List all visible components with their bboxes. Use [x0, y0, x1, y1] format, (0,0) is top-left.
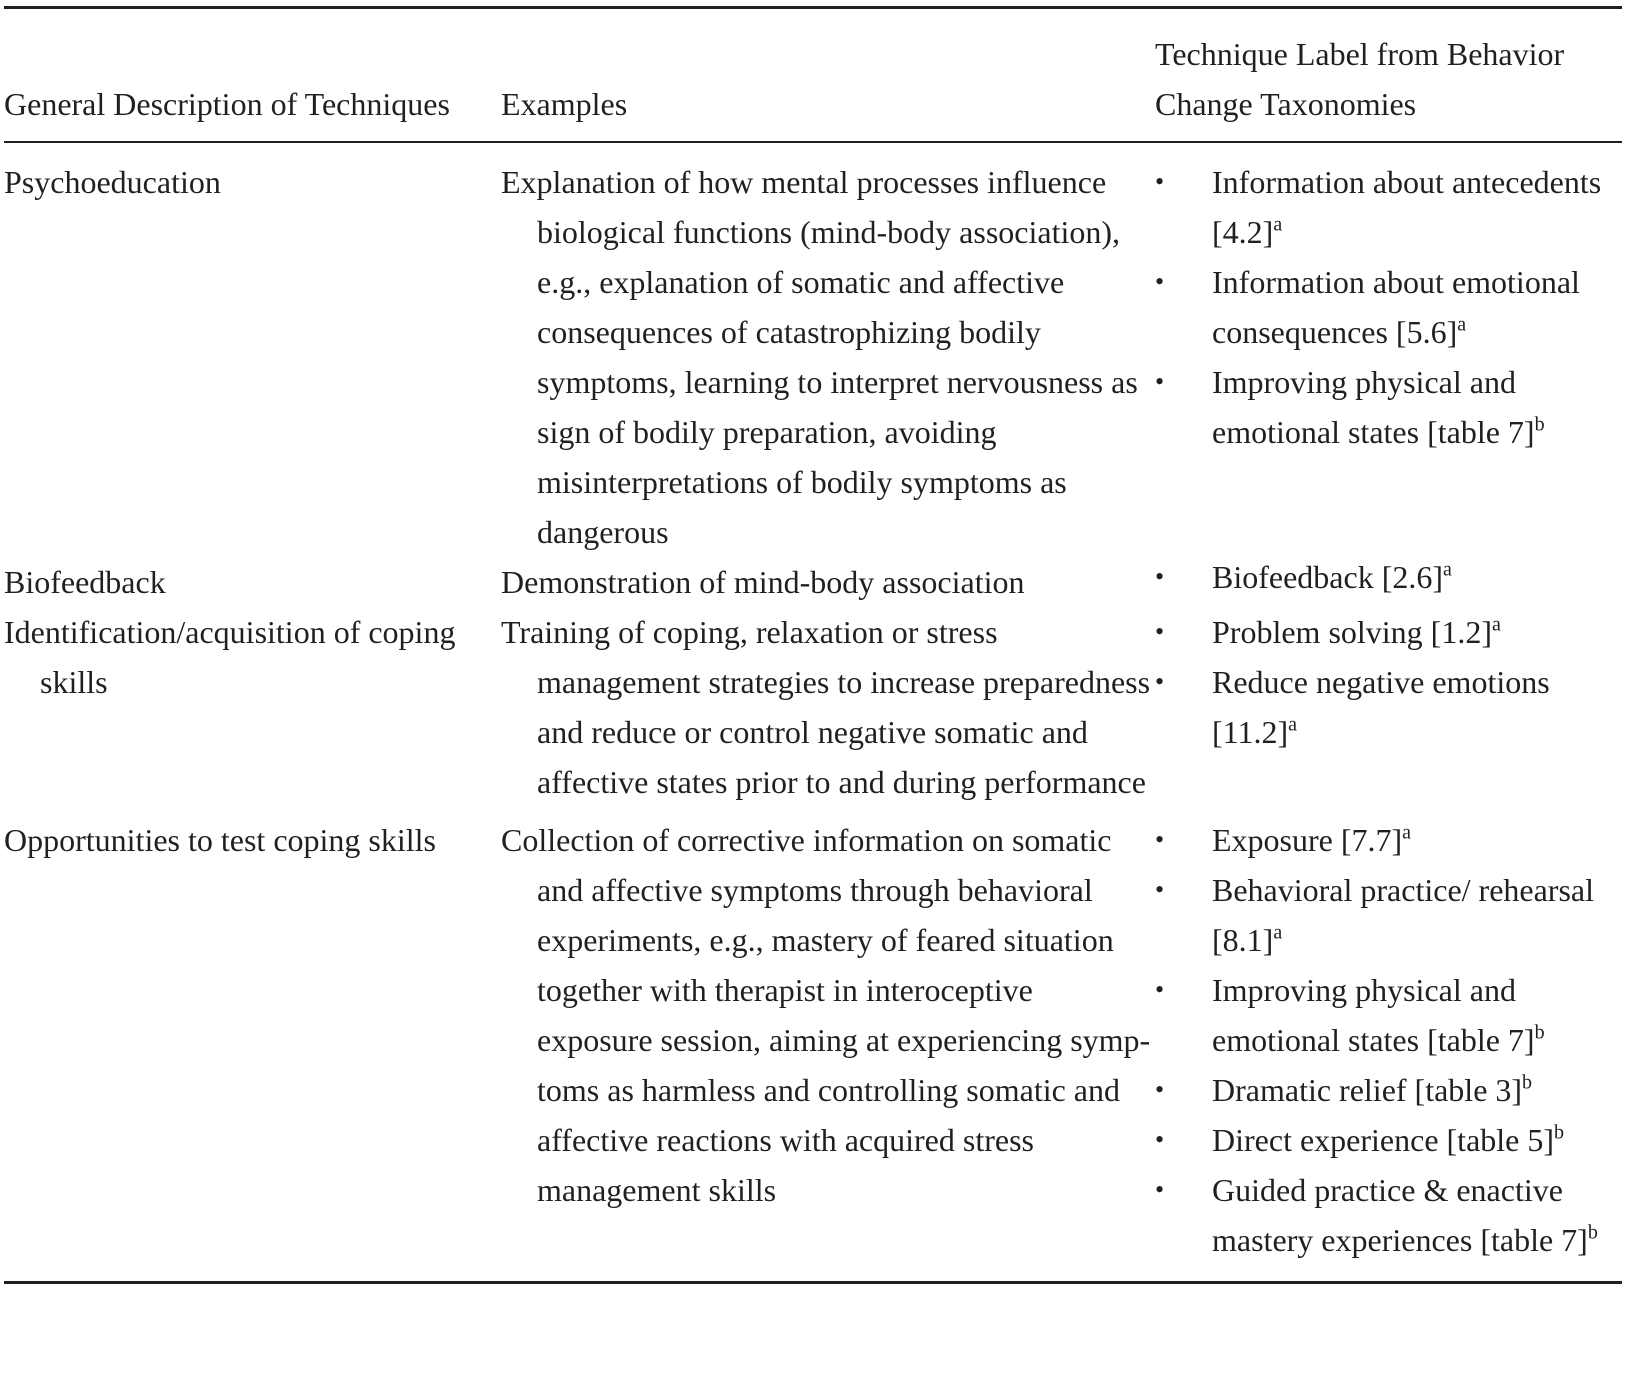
technique-label-item — [1155, 1165, 1622, 1265]
bullet-icon: • — [1155, 562, 1165, 591]
row-description: Biofeedback — [4, 564, 166, 600]
footnote-marker: a — [1273, 213, 1283, 236]
technique-label-text: Behavioral practice/ rehearsal [8.1] — [1212, 872, 1594, 958]
technique-label-item — [1155, 865, 1622, 965]
footnote-marker: b — [1587, 1221, 1598, 1244]
footnote-marker: a — [1491, 613, 1501, 636]
technique-label-text: Information about antecedents [4.2] — [1212, 164, 1602, 250]
bullet-icon: • — [1155, 367, 1165, 396]
bullet-icon: • — [1155, 825, 1165, 854]
technique-label-item — [1155, 657, 1622, 757]
technique-label-text: Problem solving [1.2] — [1212, 614, 1492, 650]
row-example: Training of coping, relaxation or stress management strategies to increase preparedness and reduce or control negative somatic and affective states prior to and during performance — [501, 614, 1151, 800]
footnote-marker: a — [1288, 713, 1298, 736]
bullet-icon: • — [1155, 667, 1165, 696]
header-general-description: General Description of Techniques — [4, 8, 501, 143]
technique-label-text: Exposure [7.7] — [1212, 822, 1403, 858]
technique-label-item — [1155, 557, 1622, 597]
footnote-marker: a — [1402, 821, 1412, 844]
header-technique-label: Technique Label from Behavior Change Taxonomies — [1155, 8, 1622, 143]
footnote-marker: a — [1457, 313, 1467, 336]
row-labels — [1155, 607, 1622, 807]
technique-label-text: Guided practice & enactive mastery experiences [table 7] — [1212, 1172, 1588, 1258]
table-row-biofeedback — [4, 557, 1622, 607]
technique-label-item — [1155, 1115, 1622, 1165]
technique-label-item — [1155, 607, 1622, 657]
technique-label-item — [1155, 257, 1622, 357]
row-labels — [1155, 557, 1622, 607]
technique-label-list — [1155, 815, 1622, 1265]
footnote-marker: b — [1534, 413, 1545, 436]
bullet-icon: • — [1155, 617, 1165, 646]
technique-label-text: Information about emotional consequences [5.6] — [1212, 264, 1580, 350]
row-labels — [1155, 807, 1622, 1283]
row-example: Demonstration of mind-body association — [501, 564, 1025, 600]
technique-label-item — [1155, 815, 1622, 865]
footnote-marker: a — [1273, 921, 1283, 944]
row-description: Opportunities to test coping skills — [4, 807, 501, 1283]
technique-label-item — [1155, 357, 1622, 457]
technique-label-list — [1155, 557, 1622, 597]
bullet-icon: • — [1155, 875, 1165, 904]
header-examples: Examples — [501, 8, 1155, 143]
technique-label-text: Improving physical and emotional states [table 7] — [1212, 364, 1535, 450]
footnote-marker: a — [1443, 558, 1452, 581]
row-example: Collection of corrective information on somatic and affective symptoms through behavioral experiments, e.g., mastery of feared situation together with therapist in interoceptive exposure session, aiming at experiencing symp-toms as harmless and controlling somatic and affective reactions with acquired stress management skills — [501, 807, 1155, 1283]
technique-label-list — [1155, 607, 1622, 757]
technique-label-list — [1155, 157, 1622, 457]
technique-label-text: Biofeedback [2.6] — [1212, 559, 1444, 595]
technique-label-text: Direct experience [table 5] — [1212, 1122, 1555, 1158]
technique-label-item — [1155, 965, 1622, 1065]
bullet-icon: • — [1155, 167, 1165, 196]
bullet-icon: • — [1155, 1125, 1165, 1154]
table-header-row — [4, 8, 1622, 143]
footnote-marker: b — [1522, 1071, 1533, 1094]
footnote-marker: b — [1534, 1021, 1545, 1044]
technique-label-item — [1155, 1065, 1622, 1115]
row-description: Psychoeducation — [4, 164, 221, 200]
row-description: Identification/acquisition of coping skills — [4, 614, 456, 700]
row-example: Explanation of how mental processes influence biological functions (mind-body association), e.g., explanation of somatic and affective consequences of catastrophizing bodily symptoms, learning to interpret nervousness as sign of bodily preparation, avoiding misinterpretations of bodily symptoms as dangerous — [501, 164, 1138, 550]
techniques-table — [4, 6, 1622, 1284]
technique-label-text: Reduce negative emotions [11.2] — [1212, 664, 1550, 750]
table-row-coping-skills — [4, 607, 1622, 807]
bullet-icon: • — [1155, 267, 1165, 296]
footnote-marker: b — [1554, 1121, 1565, 1144]
bullet-icon: • — [1155, 1175, 1165, 1204]
bullet-icon: • — [1155, 975, 1165, 1004]
table-row-test-coping-skills — [4, 807, 1622, 1283]
bullet-icon: • — [1155, 1075, 1165, 1104]
row-labels — [1155, 142, 1622, 557]
table-row-psychoeducation — [4, 142, 1622, 557]
technique-label-item — [1155, 157, 1622, 257]
technique-label-text: Improving physical and emotional states [table 7] — [1212, 972, 1535, 1058]
technique-label-text: Dramatic relief [table 3] — [1212, 1072, 1523, 1108]
